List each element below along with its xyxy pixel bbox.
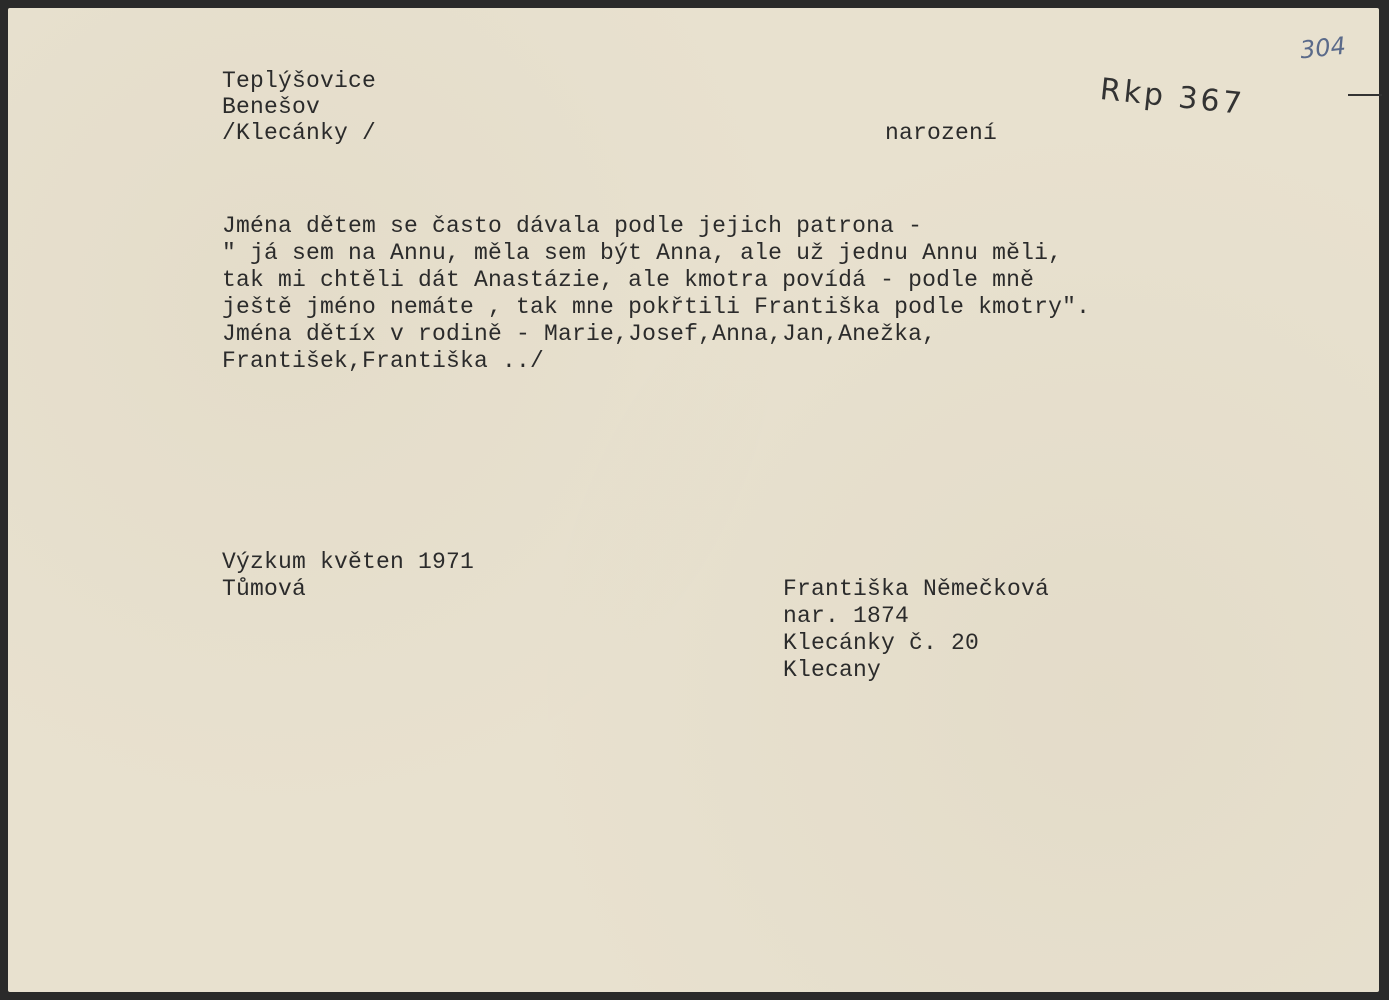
body-line: ještě jméno nemáte , tak mne pokřtili Františka podle kmotry".	[222, 294, 1091, 320]
informant-name: Františka Němečková	[783, 576, 1050, 602]
body-line: František,Františka ../	[222, 348, 545, 374]
topic-label: narození	[885, 120, 998, 146]
research-date: Výzkum květen 1971	[222, 549, 475, 575]
informant-address: Klecánky č. 20	[783, 630, 980, 656]
location-village: Teplýšovice	[222, 68, 377, 94]
informant-town: Klecany	[783, 657, 882, 683]
researcher-name: Tůmová	[222, 576, 307, 602]
page-number: 304	[1298, 31, 1348, 65]
body-line: " já sem na Annu, měla sem být Anna, ale už jednu Annu měli,	[222, 240, 1063, 266]
location-locality: /Klecánky /	[222, 120, 377, 146]
archive-card	[8, 8, 1379, 992]
margin-mark	[1348, 94, 1382, 96]
location-district: Benešov	[222, 94, 321, 120]
informant-birth: nar. 1874	[783, 603, 910, 629]
body-line: tak mi chtěli dát Anastázie, ale kmotra povídá - podle mně	[222, 267, 1035, 293]
body-line: Jména dětíx v rodině - Marie,Josef,Anna,Jan,Anežka,	[222, 321, 937, 347]
archive-mark: Rkp 367	[1098, 72, 1247, 122]
body-line: Jména dětem se často dávala podle jejich patrona -	[222, 213, 923, 239]
